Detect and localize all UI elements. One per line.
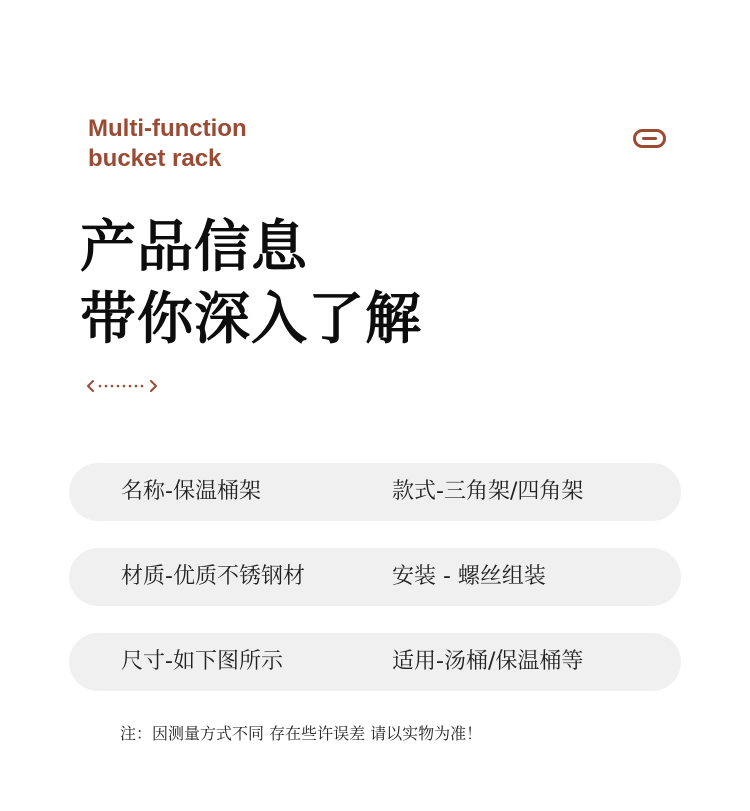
info-name: 名称-保温桶架: [121, 479, 261, 504]
info-size: 尺寸-如下图所示: [121, 649, 283, 674]
measurement-note: 注：因测量方式不同 存在些许误差 请以实物为准！: [120, 724, 483, 743]
info-installation: 安装 - 螺丝组装: [392, 564, 546, 589]
info-row-1: [69, 463, 681, 521]
info-applicable: 适用-汤桶/保温桶等: [392, 649, 584, 674]
brand-title: [88, 114, 247, 174]
pill-icon-bar: [642, 137, 657, 140]
info-style: 款式-三角架/四角架: [392, 479, 584, 504]
brand-title-line-2: bucket rack: [88, 145, 222, 172]
info-row-2: [69, 548, 681, 606]
headline-line-1: 产品信息: [80, 215, 308, 280]
headline-line-2: 带你深入了解: [80, 287, 422, 352]
page-headline: [80, 212, 422, 356]
info-material: 材质-优质不锈钢材: [121, 564, 305, 589]
info-row-3: [69, 633, 681, 691]
pill-icon: [633, 129, 666, 148]
dots-chevron-icon: [86, 377, 160, 395]
brand-title-line-1: Multi-function: [88, 115, 247, 142]
